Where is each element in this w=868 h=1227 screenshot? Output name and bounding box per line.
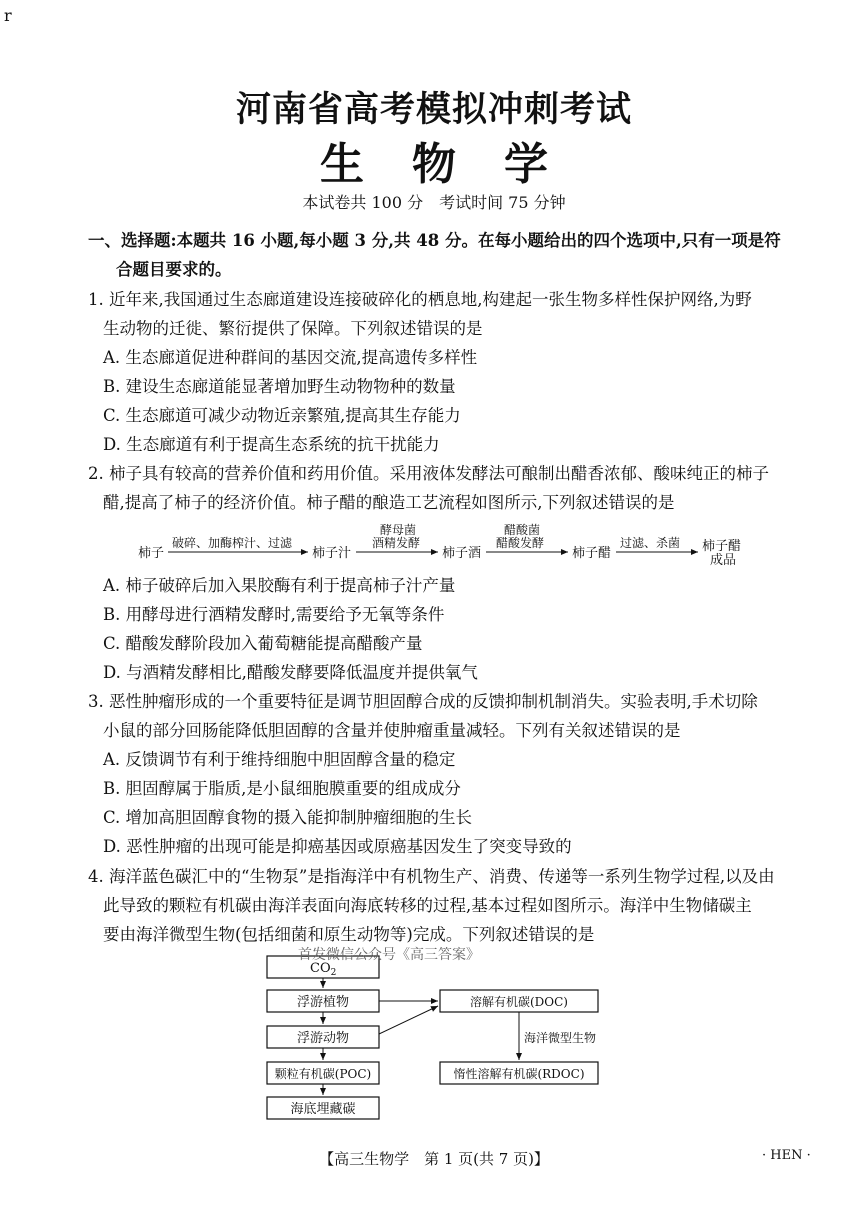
- burial-label: 海底埋藏碳: [290, 1102, 356, 1117]
- q2-option-d: D. 与酒精发酵相比,醋酸发酵要降低温度并提供氧气: [103, 663, 478, 682]
- doc-label: 溶解有机碳(DOC): [469, 995, 569, 1009]
- flow-step-2-bottom: 酒精发酵: [372, 536, 421, 550]
- flow-node-persimmon: 柿子: [138, 546, 165, 561]
- phytoplankton-label: 浮游植物: [296, 995, 350, 1010]
- q3-option-b: B. 胆固醇属于脂质,是小鼠细胞膜重要的组成成分: [103, 779, 461, 798]
- q4-stem-cont: 此导致的颗粒有机碳由海洋表面向海底转移的过程,基本过程如图所示。海洋中生物储碳主: [103, 896, 752, 915]
- q2-stem-cont: 醋,提高了柿子的经济价值。柿子醋的酿造工艺流程如图所示,下列叙述错误的是: [103, 493, 675, 512]
- arrow-zoo-doc: [379, 1006, 438, 1034]
- q2-option-a: A. 柿子破碎后加入果胶酶有利于提高柿子汁产量: [103, 576, 456, 595]
- q1-stem: 1. 近年来,我国通过生态廊道建设连接破碎化的栖息地,构建起一张生物多样性保护网络,为野: [88, 290, 752, 309]
- flow-node-wine: 柿子酒: [442, 546, 482, 561]
- q1-option-b: B. 建设生态廊道能显著增加野生动物物种的数量: [103, 377, 456, 396]
- q3-option-a: A. 反馈调节有利于维持细胞中胆固醇含量的稳定: [103, 750, 456, 769]
- q3-stem-cont: 小鼠的部分回肠能降低胆固醇的含量并使肿瘤重量减轻。下列有关叙述错误的是: [103, 721, 681, 740]
- microbe-label: 海洋微型生物: [524, 1031, 597, 1045]
- co2-label: $CO_2$: [310, 961, 337, 978]
- flow-node-juice: 柿子汁: [312, 546, 352, 561]
- flow-node-vinegar: 柿子醋: [572, 546, 612, 561]
- q4-stem: 4. 海洋蓝色碳汇中的“生物泵”是指海洋中有机物生产、消费、传递等一系列生物学过程,以及由: [88, 867, 775, 886]
- section-heading: 一、选择题:本题共 16 小题,每小题 3 分,共 48 分。在每小题给出的四个选项中,只有一项是符: [88, 231, 781, 250]
- q2-option-c: C. 醋酸发酵阶段加入葡萄糖能提高醋酸产量: [103, 634, 423, 653]
- section-heading-cont: 合题目要求的。: [116, 260, 232, 279]
- q1-option-c: C. 生态廊道可减少动物近亲繁殖,提高其生存能力: [103, 406, 461, 425]
- q1-option-a: A. 生态廊道促进种群间的基因交流,提高遗传多样性: [103, 348, 478, 367]
- q2-stem: 2. 柿子具有较高的营养价值和药用价值。采用液体发酵法可酿制出醋香浓郁、酸味纯正的柿子: [88, 464, 769, 483]
- q1-option-d: D. 生态廊道有利于提高生态系统的抗干扰能力: [103, 435, 440, 454]
- exam-info: 本试卷共 100 分 考试时间 75 分钟: [302, 193, 566, 212]
- footer-code: · HEN ·: [762, 1148, 811, 1163]
- page-footer: 【高三生物学 第 1 页(共 7 页)】: [319, 1150, 549, 1168]
- exam-title: 河南省高考模拟冲刺考试: [235, 89, 632, 130]
- corner-mark: r: [4, 6, 12, 25]
- q3-stem: 3. 恶性肿瘤形成的一个重要特征是调节胆固醇合成的反馈抑制机制消失。实验表明,手术切除: [88, 692, 758, 711]
- q4-stem-cont2: 要由海洋微型生物(包括细菌和原生动物等)完成。下列叙述错误的是: [103, 925, 595, 944]
- poc-label: 颗粒有机碳(POC): [274, 1067, 372, 1081]
- flow-step-2-top: 酵母菌: [380, 523, 417, 537]
- q3-option-d: D. 恶性肿瘤的出现可能是抑癌基因或原癌基因发生了突变导致的: [103, 837, 572, 856]
- subject-title: 生物学: [320, 139, 596, 190]
- q4-carbon-diagram: [267, 956, 598, 1119]
- flow-step-1: 破碎、加酶榨汁、过滤: [172, 536, 293, 550]
- rdoc-label: 惰性溶解有机碳(RDOC): [453, 1067, 585, 1081]
- flow-node-final-2: 成品: [710, 553, 737, 568]
- flow-step-3-bottom: 醋酸发酵: [496, 536, 545, 550]
- q1-stem-cont: 生动物的迁徙、繁衍提供了保障。下列叙述错误的是: [103, 319, 483, 338]
- flow-node-final: 柿子醋: [702, 539, 742, 554]
- watermark: 首发微信公众号《高三答案》: [298, 947, 480, 963]
- flow-step-3-top: 醋酸菌: [504, 523, 541, 537]
- flow-step-4: 过滤、杀菌: [620, 536, 681, 550]
- zooplankton-label: 浮游动物: [296, 1031, 350, 1046]
- q2-option-b: B. 用酵母进行酒精发酵时,需要给予无氧等条件: [103, 605, 445, 624]
- q3-option-c: C. 增加高胆固醇食物的摄入能抑制肿瘤细胞的生长: [103, 808, 473, 827]
